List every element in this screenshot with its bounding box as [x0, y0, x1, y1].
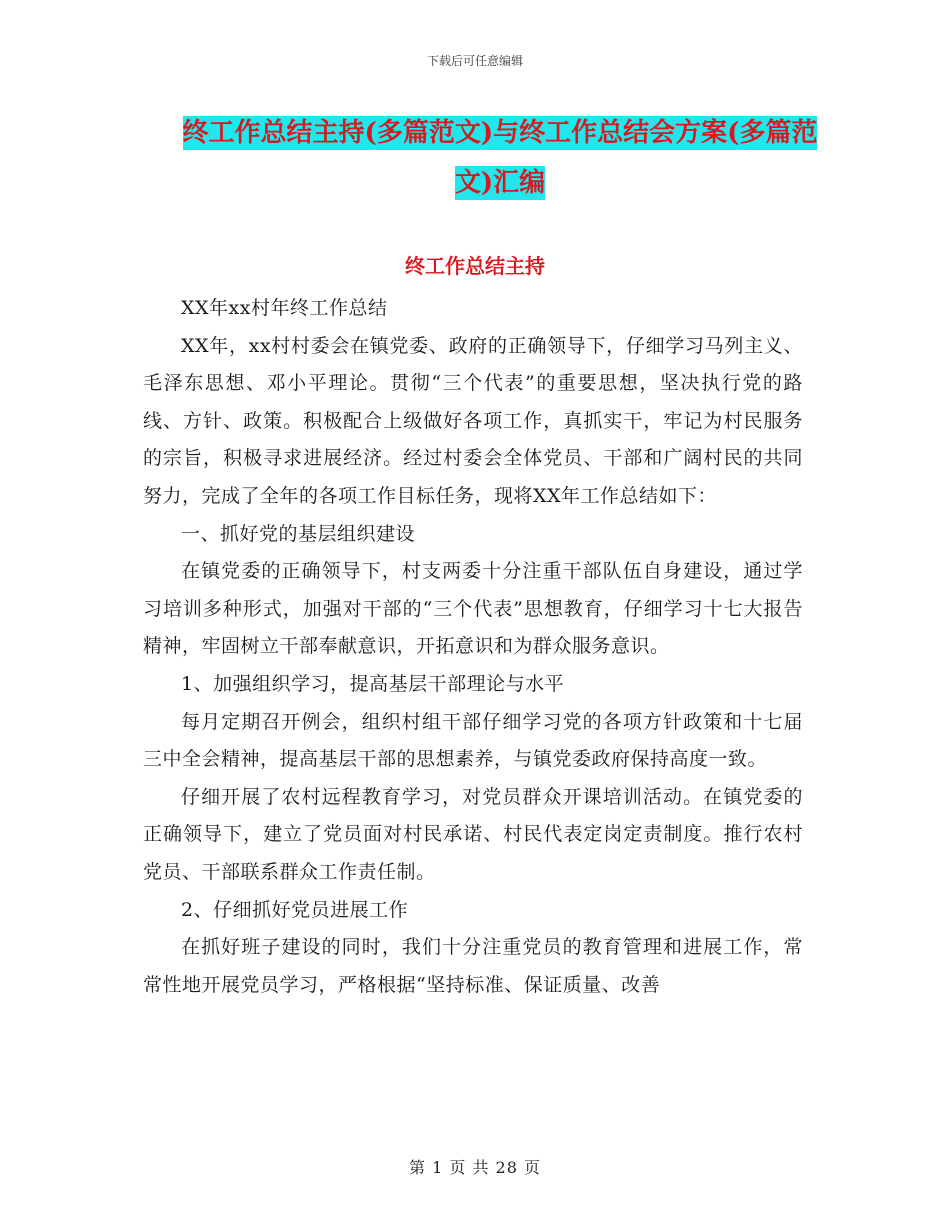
- document-body: [143, 290, 803, 1004]
- paragraph: 2、仔细抓好党员进展工作: [181, 898, 409, 921]
- paragraph: 每月定期召开例会，组织村组干部仔细学习党的各项方针政策和十七届三中全会精神，提高基层干部的思想素养，与镇党委政府保持高度一致。: [143, 710, 803, 771]
- paragraph: 仔细开展了农村远程教育学习，对党员群众开课培训活动。在镇党委的正确领导下，建立了党员面对村民承诺、村民代表定岗定责制度。推行农村党员、干部联系群众工作责任制。: [143, 785, 803, 883]
- paragraph: 在抓好班子建设的同时，我们十分注重党员的教育管理和进展工作，常常性地开展党员学习，严格根据“坚持标准、保证质量、改善: [143, 936, 803, 996]
- document-title-text: 终工作总结主持(多篇范文)与终工作总结会方案(多篇范文)汇编: [182, 118, 818, 198]
- paragraph: XX年xx村年终工作总结: [181, 297, 388, 319]
- page-footer-number: 第 1 页 共 28 页: [409, 1158, 541, 1177]
- page-header-note: 下载后可任意编辑: [426, 54, 523, 68]
- paragraph: 一、抓好党的基层组织建设: [181, 522, 416, 545]
- paragraph: XX年，xx村村委会在镇党委、政府的正确领导下，仔细学习马列主义、毛泽东思想、邓小平理论。贯彻“三个代表”的重要思想，坚决执行党的路线、方针、政策。积极配合上级做好各项工作，真抓实干，牢记为村民服务的宗旨，积极寻求进展经济。经过村委会全体党员、干部和广阔村民的共同努力，完成了全年的各项工作目标任务，现将XX年工作总结如下：: [143, 334, 803, 507]
- document-title: [180, 108, 820, 208]
- paragraph: 在镇党委的正确领导下，村支两委十分注重干部队伍自身建设，通过学习培训多种形式，加强对干部的“三个代表”思想教育，仔细学习十七大报告精神，牢固树立干部奉献意识，开拓意识和为群众服务意识。: [143, 560, 803, 658]
- paragraph: 1、加强组织学习，提高基层干部理论与水平: [181, 672, 565, 695]
- section-title: 终工作总结主持: [405, 254, 545, 278]
